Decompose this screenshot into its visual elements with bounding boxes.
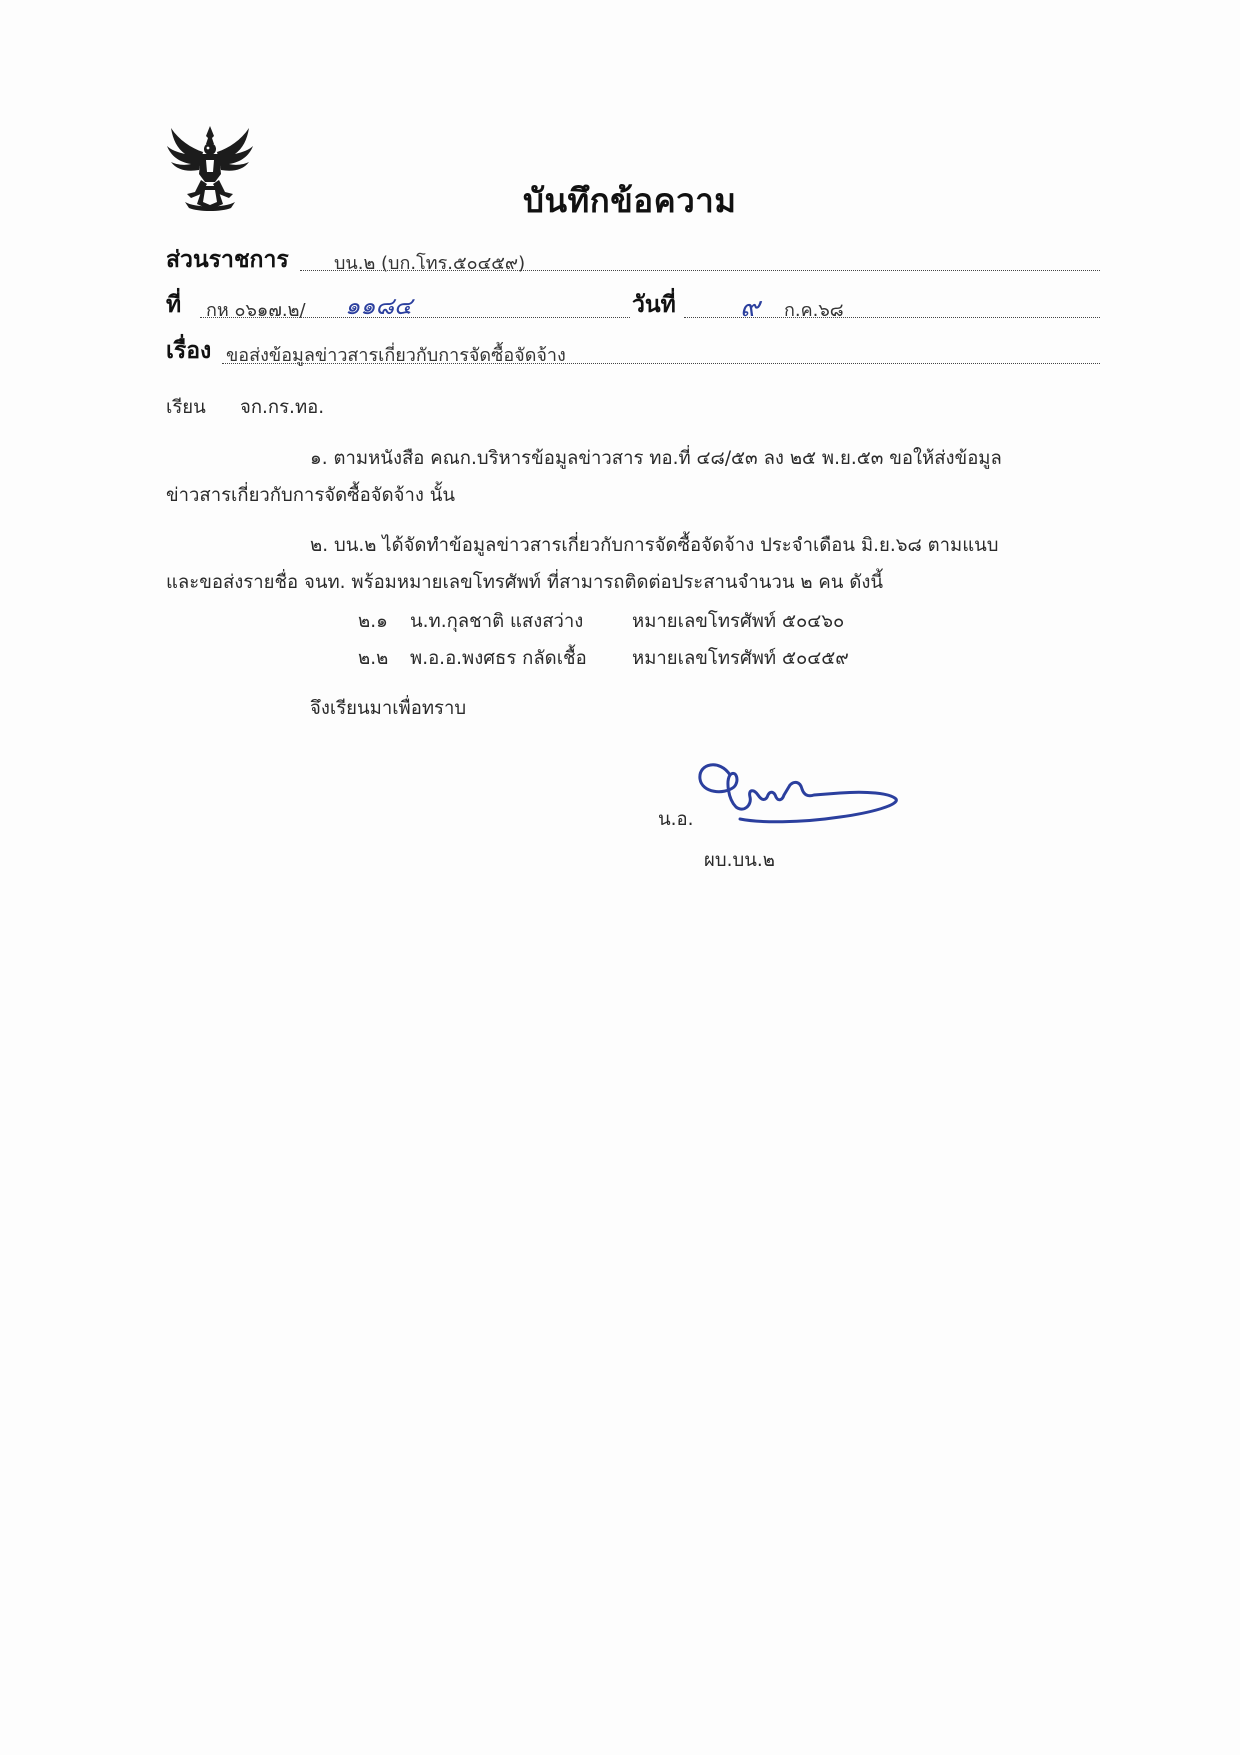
- closing-text: จึงเรียนมาเพื่อทราบ: [310, 698, 467, 719]
- contact-1-name: น.ท.กุลชาติ แสงสว่าง: [410, 611, 584, 632]
- date-day-handwritten: ๙: [740, 292, 760, 323]
- subject-label: เรื่อง: [166, 338, 212, 364]
- ref-number-handwritten: ๑๑๘๔: [345, 292, 413, 320]
- garuda-emblem-icon: [165, 122, 255, 214]
- date-value: ก.ค.๖๘: [784, 300, 844, 321]
- signer-rank: น.อ.: [658, 809, 694, 830]
- ref-label: ที่: [166, 292, 182, 318]
- paragraph-2-line-1: ๒. บน.๒ ได้จัดทำข้อมูลข่าวสารเกี่ยวกับการจัดซื้อจัดจ้าง ประจำเดือน มิ.ย.๖๘ ตามแนบ: [310, 535, 999, 556]
- agency-value: บน.๒ (บก.โทร.๕๐๔๕๙): [334, 253, 526, 274]
- subject-value: ขอส่งข้อมูลข่าวสารเกี่ยวกับการจัดซื้อจัดจ้าง: [226, 345, 566, 366]
- contact-2-name: พ.อ.อ.พงศธร กลัดเชื้อ: [410, 648, 587, 669]
- salutation-label: เรียน: [166, 397, 206, 418]
- signer-position: ผบ.บน.๒: [704, 850, 775, 871]
- contact-1-no: ๒.๑: [358, 611, 388, 632]
- contact-2-phone: หมายเลขโทรศัพท์ ๕๐๔๕๙: [632, 648, 849, 669]
- handwritten-signature: [690, 755, 900, 825]
- salutation-value: จก.กร.ทอ.: [240, 397, 325, 418]
- agency-label: ส่วนราชการ: [166, 247, 289, 273]
- paragraph-1-line-2: ข่าวสารเกี่ยวกับการจัดซื้อจัดจ้าง นั้น: [166, 485, 456, 506]
- document-title: บันทึกข้อความ: [523, 181, 737, 220]
- ref-value: กห ๐๖๑๗.๒/: [206, 300, 306, 321]
- paragraph-2-line-2: และขอส่งรายชื่อ จนท. พร้อมหมายเลขโทรศัพท์ ที่สามารถติดต่อประสานจำนวน ๒ คน ดังนี้: [166, 572, 884, 593]
- contact-1-phone: หมายเลขโทรศัพท์ ๕๐๔๖๐: [632, 611, 845, 632]
- contact-2-no: ๒.๒: [358, 648, 389, 669]
- paragraph-1-line-1: ๑. ตามหนังสือ คณก.บริหารข้อมูลข่าวสาร ทอ.ที่ ๔๘/๕๓ ลง ๒๕ พ.ย.๕๓ ขอให้ส่งข้อมูล: [310, 448, 1002, 469]
- date-label: วันที่: [632, 292, 676, 318]
